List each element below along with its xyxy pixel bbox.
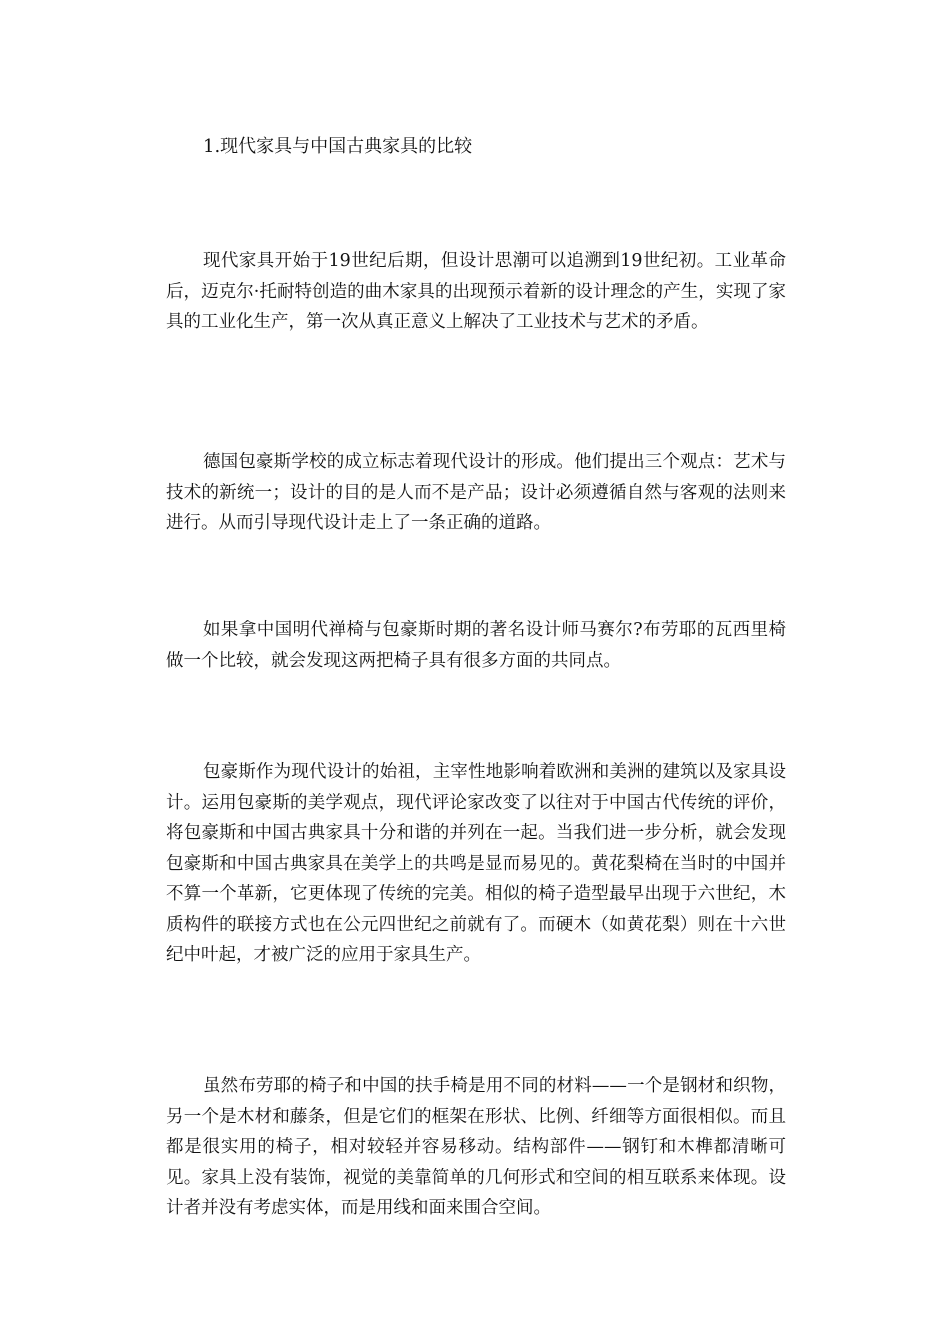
paragraph-bauhaus-influence: 包豪斯作为现代设计的始祖，主宰性地影响着欧洲和美洲的建筑以及家具设计。运用包豪斯的美学观点，现代评论家改变了以往对于中国古代传统的评价，将包豪斯和中国古典家具十分和谐的并列在一起。当我们进一步分析，就会发现包豪斯和中国古典家具在美学上的共鸣是显而易见的。黄花梨椅在当时的中国并不算一个革新，它更体现了传统的完美。相似的椅子造型最早出现于六世纪，木质构件的联接方式也在公元四世纪之前就有了。而硬木（如黄花梨）则在十六世纪中叶起，才被广泛的应用于家具生产。 xyxy=(166,762,786,965)
paragraph-bauhaus-founding: 德国包豪斯学校的成立标志着现代设计的形成。他们提出三个观点：艺术与技术的新统一；设计的目的是人而不是产品；设计必须遵循自然与客观的法则来进行。从而引导现代设计走上了一条正确的道路。 xyxy=(166,452,786,533)
section-heading: 1.现代家具与中国古典家具的比较 xyxy=(203,136,473,157)
paragraph-material-frame-similarity: 虽然布劳耶的椅子和中国的扶手椅是用不同的材料——一个是钢材和织物，另一个是木材和藤条，但是它们的框架在形状、比例、纤细等方面很相似。而且都是很实用的椅子，相对较轻并容易移动。结构部件——钢钉和木榫都清晰可见。家具上没有装饰，视觉的美靠简单的几何形式和空间的相互联系来体现。设计者并没有考虑实体，而是用线和面来围合空间。 xyxy=(166,1076,786,1218)
paragraph-modern-furniture-origin: 现代家具开始于19世纪后期，但设计思潮可以追溯到19世纪初。工业革命后，迈克尔·托耐特创造的曲木家具的出现预示着新的设计理念的产生，实现了家具的工业化生产，第一次从真正意义上解决了工业技术与艺术的矛盾。 xyxy=(166,251,786,332)
paragraph-chair-comparison: 如果拿中国明代禅椅与包豪斯时期的著名设计师马赛尔?布劳耶的瓦西里椅做一个比较，就会发现这两把椅子具有很多方面的共同点。 xyxy=(166,620,786,671)
